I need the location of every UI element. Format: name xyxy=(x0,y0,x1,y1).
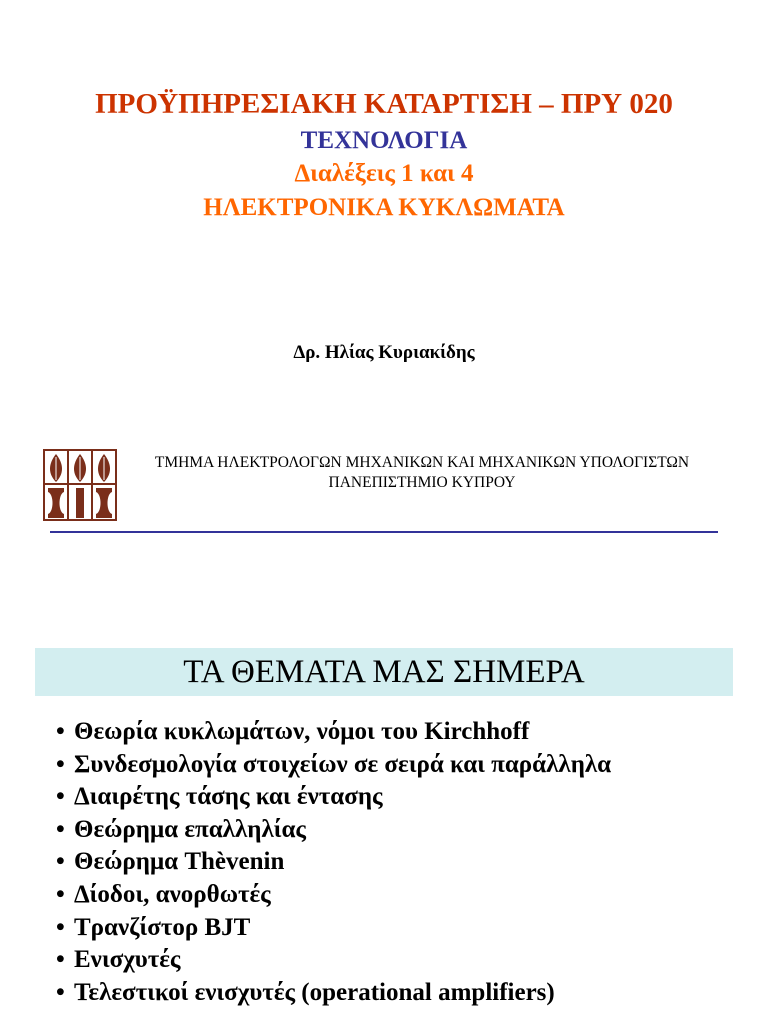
topic-text: Δίοδοι, ανορθωτές xyxy=(74,880,271,908)
topic-text: Τρανζίστορ BJT xyxy=(74,913,251,941)
topic-text: Θεωρία κυκλωμάτων, νόμοι του Kirchhoff xyxy=(74,718,530,745)
topic-item xyxy=(56,977,611,1010)
topic-text: Διαιρέτης τάσης και έντασης xyxy=(74,783,383,811)
bullet-icon: • xyxy=(56,946,65,974)
bullet-icon: • xyxy=(56,848,65,876)
bullet-icon: • xyxy=(56,718,65,745)
topic-item xyxy=(56,944,611,977)
topic-item xyxy=(56,879,611,912)
topic-item xyxy=(56,814,611,847)
lecture-topic: ΗΛΕΚΤΡΟΝΙΚΑ ΚΥΚΛΩΜΑΤΑ xyxy=(203,194,565,221)
bullet-icon: • xyxy=(56,750,65,778)
topics-list xyxy=(56,716,611,1009)
title-block xyxy=(0,84,768,225)
topic-text: Ενισχυτές xyxy=(74,946,181,974)
department-name: ΤΜΗΜΑ ΗΛΕΚΤΡΟΛΟΓΩΝ ΜΗΧΑΝΙΚΩΝ ΚΑΙ ΜΗΧΑΝΙΚΩΝ ΥΠΟΛΟΓΙΣΤΩΝ xyxy=(154,454,690,471)
topic-text: Θεώρημα επαλληλίας xyxy=(74,815,306,843)
topic-text: Συνδεσμολογία στοιχείων σε σειρά και παράλληλα xyxy=(74,750,612,778)
bullet-icon: • xyxy=(56,913,65,941)
affiliation xyxy=(116,453,728,493)
topic-text: Θεώρημα Thèvenin xyxy=(74,848,285,876)
course-title: ΠΡΟΫΠΗΡΕΣΙΑΚΗ ΚΑΤΑΡΤΙΣΗ – ΠΡΥ 020 xyxy=(95,88,673,120)
bullet-icon: • xyxy=(56,880,65,908)
university-of-cyprus-logo-icon xyxy=(42,448,118,522)
lecture-numbers: Διαλέξεις 1 και 4 xyxy=(294,160,474,187)
topic-item xyxy=(56,912,611,945)
topic-item xyxy=(56,749,611,782)
bullet-icon: • xyxy=(56,815,65,843)
course-subject: ΤΕΧΝΟΛΟΓΙΑ xyxy=(300,127,468,154)
topic-item xyxy=(56,781,611,814)
author-name: Δρ. Ηλίας Κυριακίδης xyxy=(293,342,475,363)
bullet-icon: • xyxy=(56,783,65,811)
divider-line xyxy=(50,531,718,533)
topic-item xyxy=(56,846,611,879)
university-name: ΠΑΝΕΠΙΣΤΗΜΙΟ ΚΥΠΡΟΥ xyxy=(328,474,516,491)
topics-heading: ΤΑ ΘΕΜΑΤΑ ΜΑΣ ΣΗΜΕΡΑ xyxy=(35,648,733,696)
topic-text: Τελεστικοί ενισχυτές (operational amplifiers) xyxy=(74,978,555,1006)
topic-item xyxy=(56,716,611,749)
bullet-icon: • xyxy=(56,978,65,1006)
